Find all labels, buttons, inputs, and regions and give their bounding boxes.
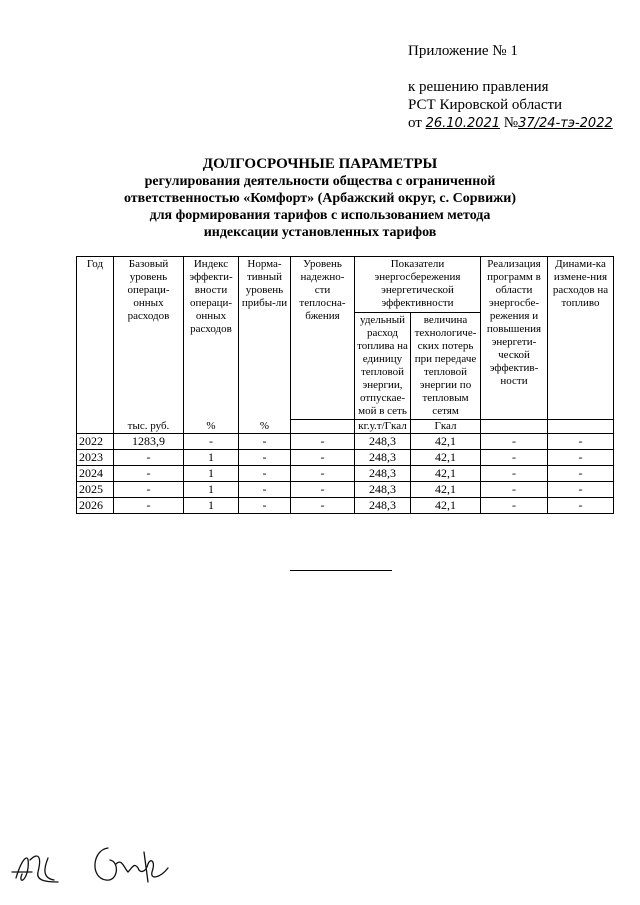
signature-initials-mark (8, 838, 78, 888)
unit-programs-empty (481, 420, 548, 434)
cell-loss: 42,1 (411, 466, 481, 482)
unit-fuel: кг.у.т/Гкал (355, 420, 411, 434)
cell-base: - (114, 482, 184, 498)
cell-year: 2025 (77, 482, 114, 498)
appendix-decision-line: к решению правления (408, 79, 549, 95)
table-row (77, 450, 614, 466)
cell-profit: - (239, 482, 291, 498)
cell-index: - (184, 434, 239, 450)
cell-reliability: - (291, 466, 355, 482)
cell-loss: 42,1 (411, 498, 481, 514)
cell-reliability: - (291, 498, 355, 514)
title-line-2: ответственностью «Комфорт» (Арбажский округ, с. Сорвижи) (123, 191, 517, 206)
header-programs: Реализация программ в области энергосбе-режения и повышения энергети-ческой эффектив-ности (481, 257, 548, 420)
header-energy: Показатели энергосбережения энергетической эффективности (355, 257, 481, 313)
unit-base: тыс. руб. (114, 420, 184, 434)
cell-dynamics: - (548, 498, 614, 514)
cell-reliability: - (291, 450, 355, 466)
cell-profit: - (239, 450, 291, 466)
cell-profit: - (239, 434, 291, 450)
cell-programs: - (481, 466, 548, 482)
cell-loss: 42,1 (411, 450, 481, 466)
cell-year: 2023 (77, 450, 114, 466)
unit-index: % (184, 420, 239, 434)
title-line-3: для формирования тарифов с использованием метода (149, 208, 491, 223)
signature-mark (86, 838, 176, 888)
cell-year: 2022 (77, 434, 114, 450)
header-profit: Норма-тивный уровень прибы-ли (239, 257, 291, 420)
appendix-date: 26.10.2021 (425, 116, 501, 131)
cell-profit: - (239, 498, 291, 514)
cell-base: - (114, 466, 184, 482)
cell-index: 1 (184, 498, 239, 514)
cell-reliability: - (291, 482, 355, 498)
cell-year: 2024 (77, 466, 114, 482)
cell-year: 2026 (77, 498, 114, 514)
document-title (0, 156, 640, 241)
appendix-from: от (408, 115, 422, 131)
appendix-authority-line: РСТ Кировской области (408, 97, 563, 113)
cell-programs: - (481, 434, 548, 450)
cell-dynamics: - (548, 434, 614, 450)
title-main: ДОЛГОСРОЧНЫЕ ПАРАМЕТРЫ (202, 156, 438, 172)
unit-year-empty (77, 420, 114, 434)
cell-programs: - (481, 450, 548, 466)
appendix-date-line (408, 114, 613, 133)
cell-programs: - (481, 482, 548, 498)
cell-loss: 42,1 (411, 434, 481, 450)
cell-fuel: 248,3 (355, 434, 411, 450)
cell-loss: 42,1 (411, 482, 481, 498)
header-loss: величина технологиче-ских потерь при передаче тепловой энергии по тепловым сетям (411, 313, 481, 420)
header-reliability: Уровень надежно-сти теплосна-бжения (291, 257, 355, 420)
table-row (77, 482, 614, 498)
cell-reliability: - (291, 434, 355, 450)
cell-base: - (114, 450, 184, 466)
table-row (77, 498, 614, 514)
cell-base: - (114, 498, 184, 514)
cell-fuel: 248,3 (355, 498, 411, 514)
cell-fuel: 248,3 (355, 466, 411, 482)
closing-rule (290, 570, 392, 571)
appendix-number: 37/24-тэ-2022 (518, 116, 613, 131)
cell-programs: - (481, 498, 548, 514)
title-line-1: регулирования деятельности общества с ограниченной (144, 174, 496, 189)
header-index: Индекс эффекти-вности операци-онных расходов (184, 257, 239, 420)
header-fuel: удельный расход топлива на единицу тепловой энергии, отпускае-мой в сеть (355, 313, 411, 420)
cell-profit: - (239, 466, 291, 482)
cell-dynamics: - (548, 450, 614, 466)
unit-dynamics-empty (548, 420, 614, 434)
table-row (77, 466, 614, 482)
appendix-label: Приложение № 1 (408, 43, 518, 59)
unit-profit: % (239, 420, 291, 434)
cell-fuel: 248,3 (355, 482, 411, 498)
cell-dynamics: - (548, 482, 614, 498)
cell-fuel: 248,3 (355, 450, 411, 466)
header-dynamics: Динами-ка измене-ния расходов на топливо (548, 257, 614, 420)
cell-dynamics: - (548, 466, 614, 482)
appendix-number-sign: № (503, 115, 519, 131)
cell-index: 1 (184, 482, 239, 498)
cell-index: 1 (184, 450, 239, 466)
header-year: Год (77, 257, 114, 420)
table-row (77, 434, 614, 450)
parameters-table (76, 256, 614, 514)
cell-index: 1 (184, 466, 239, 482)
cell-base: 1283,9 (114, 434, 184, 450)
header-base: Базовый уровень операци-онных расходов (114, 257, 184, 420)
unit-reliability-empty (291, 420, 355, 434)
unit-loss: Гкал (411, 420, 481, 434)
title-line-4: индексации установленных тарифов (203, 225, 437, 240)
